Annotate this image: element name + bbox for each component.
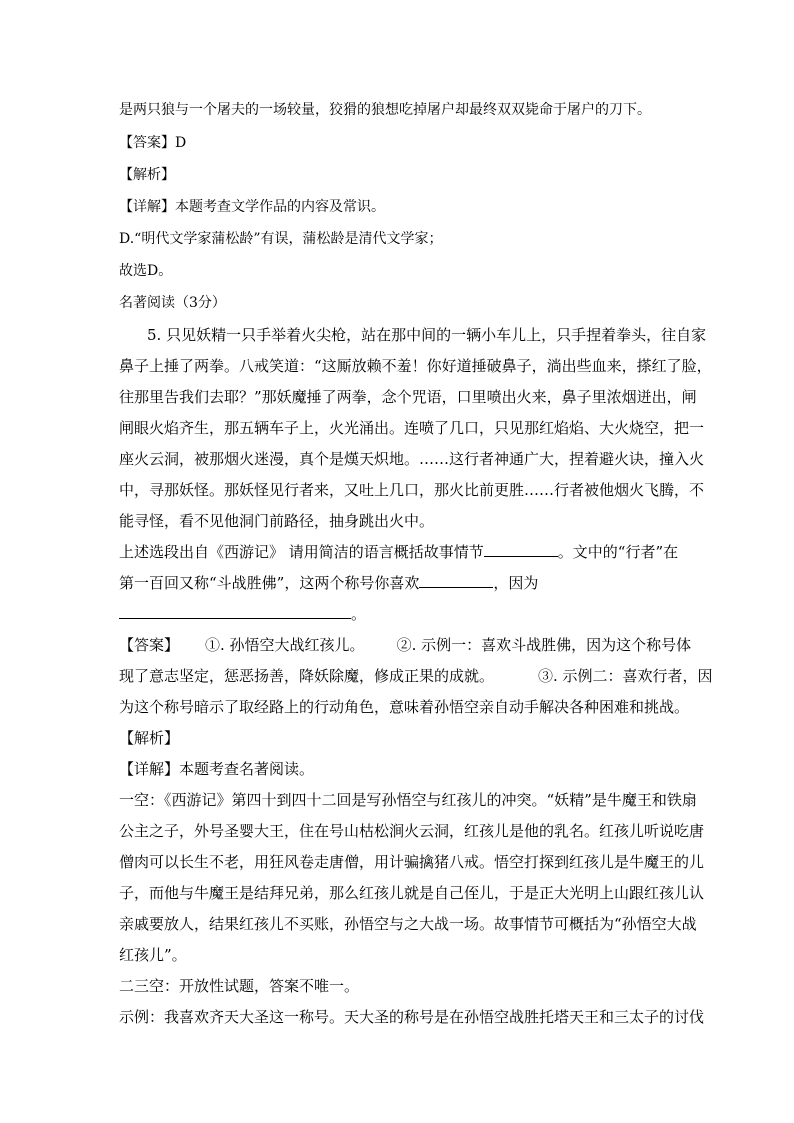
analysis-line: 子，而他与牛魔王是结拜兄弟，那么红孩儿就是自己侄儿，于是正大光明上山跟红孩儿认	[119, 884, 705, 902]
analysis-line: 示例：我喜欢齐天大圣这一称号。天大圣的称号是在孙悟空战胜托塔天王和三太子的讨伐	[119, 1008, 705, 1026]
answer-item-2: ②. 示例一：喜欢斗战胜佛，因为这个称号体	[396, 636, 692, 654]
question-line	[119, 573, 538, 593]
text-line: D.“明代文学家蒲松龄”有误，蒲松龄是清代文学家；	[119, 231, 443, 247]
passage-line: 往那里告我们去耶？”那妖魔捶了两拳，念个咒语，口里喷出火来，鼻子里浓烟迸出，闸	[119, 388, 697, 406]
analysis-line: 公主之子，外号圣婴大王，住在号山枯松涧火云洞，红孩儿是他的乳名。红孩儿听说吃唐	[119, 822, 705, 840]
question-text: ，因为	[493, 574, 539, 592]
analysis-label: 【解析】	[119, 729, 180, 747]
passage-line: 鼻子上捶了两拳。八戒笑道：“这厮放赖不羞！你好道捶破鼻子，淌出些血来，搽红了脸，	[119, 357, 712, 375]
answer-label: 【答案】D	[119, 135, 187, 151]
question-line	[119, 542, 678, 562]
section-heading: 名著阅读（3分）	[119, 295, 226, 311]
answer-text: 现了意志坚定，惩恶扬善，降妖除魔，修成正果的成就。	[119, 667, 495, 685]
answer-blank[interactable]	[419, 573, 493, 588]
detail-line: 【详解】本题考查名著阅读。	[119, 760, 315, 778]
passage-line: 闸眼火焰齐生，那五辆车子上，火光涌出。连喷了几口，只见那红焰焰、大火烧空，把一	[119, 419, 705, 437]
passage-line: 中，寻那妖怪。那妖怪见行者来，又吐上几口，那火比前更胜……行者被他烟火飞腾，不	[119, 481, 705, 499]
answer-label: 【答案】	[119, 636, 180, 654]
detail-line: 【详解】本题考查文学作品的内容及常识。	[119, 199, 385, 215]
answer-item-3: ③. 示例二：喜欢行者，因	[538, 667, 713, 685]
text-line: 是两只狼与一个屠夫的一场较量，狡猾的狼想吃掉屠户却最终双双毙命于屠户的刀下。	[119, 102, 651, 118]
answer-blank[interactable]	[119, 604, 351, 619]
passage-line: 能寻怪，看不见他洞门前路径，抽身跳出火中。	[119, 512, 435, 530]
analysis-label: 【解析】	[119, 167, 175, 183]
analysis-line: 红孩儿”。	[119, 946, 187, 964]
question-line	[119, 604, 366, 624]
analysis-line: 二三空：开放性试题，答案不唯一。	[119, 977, 360, 995]
answer-line	[119, 666, 713, 686]
answer-line	[119, 635, 691, 655]
answer-line: 为这个称号暗示了取经路上的行动角色，意味着孙悟空亲自动手解决各种困难和挑战。	[119, 698, 690, 716]
question-text: 上述选段出自《西游记》 请用简洁的语言概括故事情节	[119, 543, 484, 561]
passage-line: 座火云洞，被那烟火迷漫，真个是熯天炽地。……这行者神通广大，捏着避火诀，撞入火	[119, 450, 705, 468]
answer-blank[interactable]	[484, 542, 558, 557]
question-text: 。文中的“行者”在	[557, 543, 679, 561]
analysis-line: 一空：《西游记》第四十到四十二回是写孙悟空与红孩儿的冲突。“妖精”是牛魔王和铁扇	[119, 791, 697, 809]
answer-item-1: ①. 孙悟空大战红孩儿。	[205, 636, 365, 654]
passage-line: 5. 只见妖精一只手举着火尖枪，站在那中间的一辆小车儿上，只手捏着拳头，往自家	[147, 326, 707, 344]
analysis-line: 僧肉可以长生不老，用狂风卷走唐僧，用计骗擒猪八戒。悟空打探到红孩儿是牛魔王的儿	[119, 853, 705, 871]
question-text: 。	[351, 605, 367, 623]
question-text: 第一百回又称“斗战胜佛”，这两个称号你喜欢	[119, 574, 420, 592]
analysis-line: 亲戚要放人，结果红孩儿不买账，孙悟空与之大战一场。故事情节可概括为“孙悟空大战	[119, 915, 697, 933]
text-line: 故选D。	[119, 263, 173, 279]
